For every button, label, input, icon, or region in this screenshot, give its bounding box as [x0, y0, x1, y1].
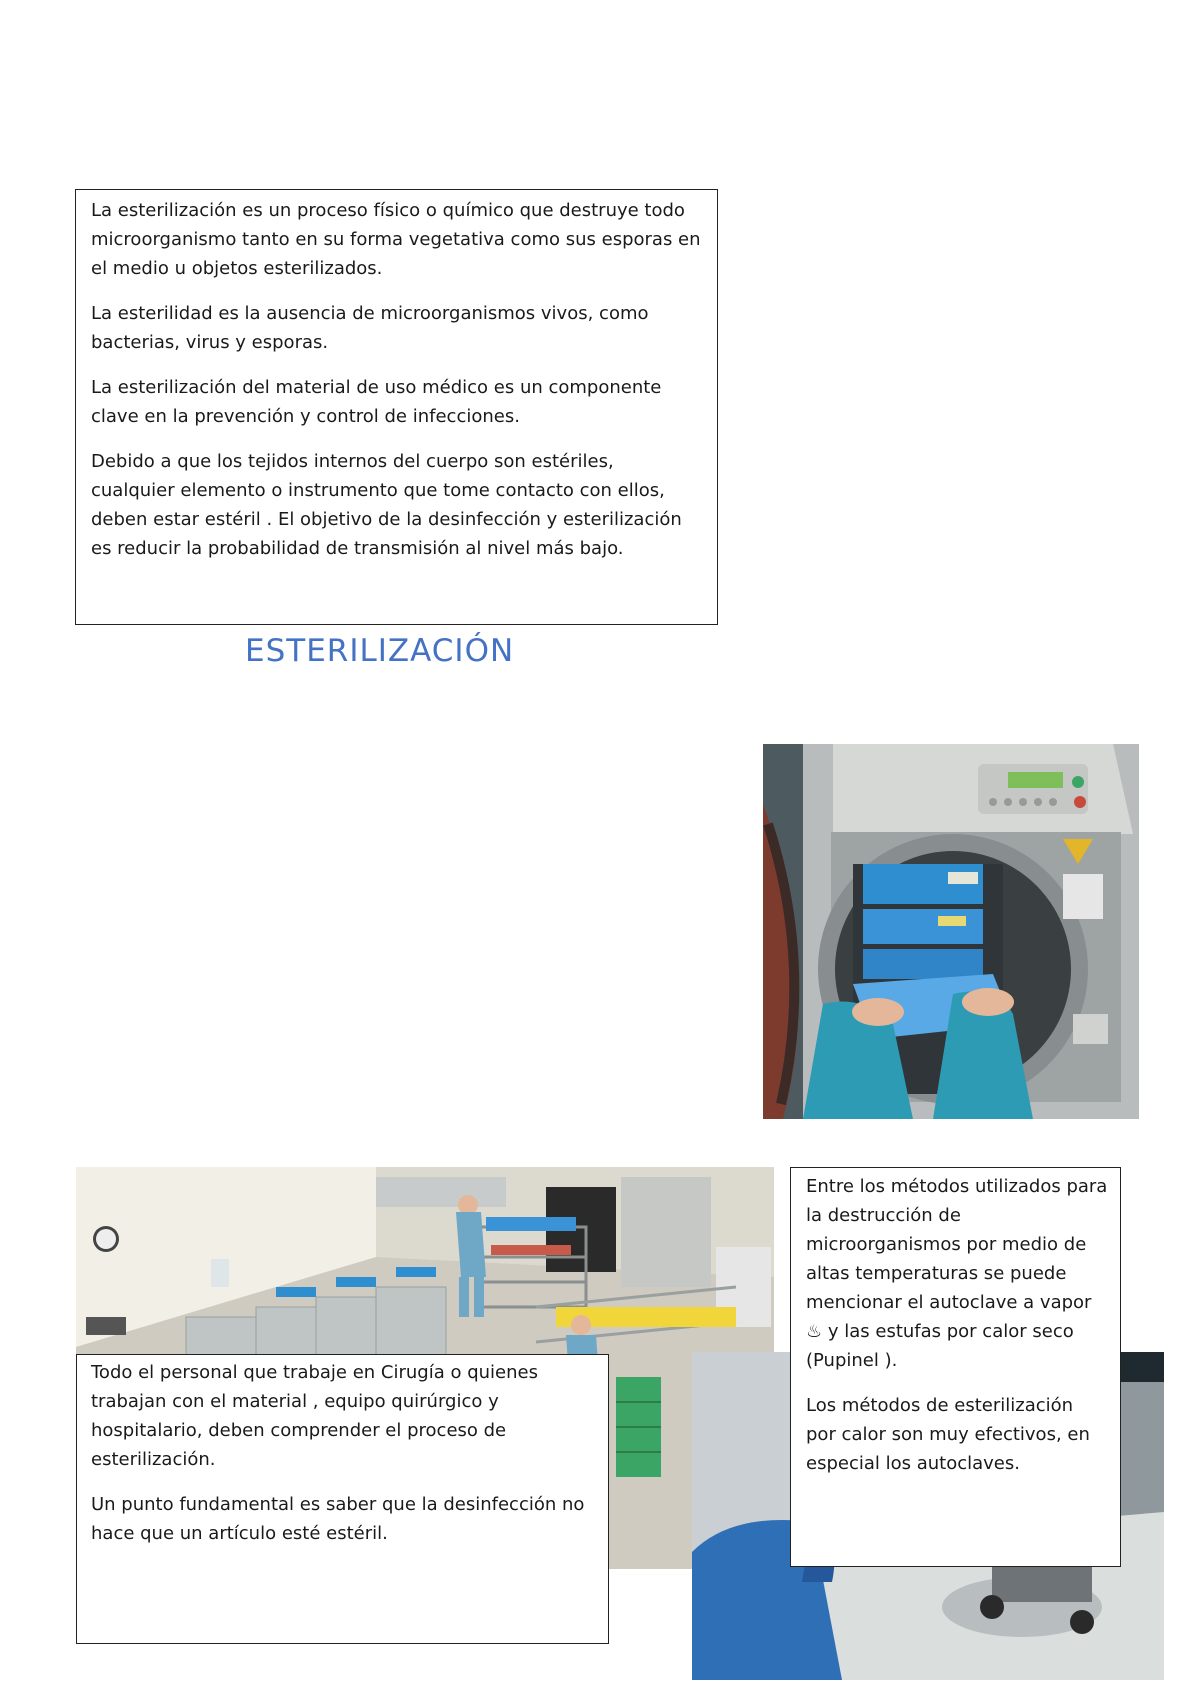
methods-paragraph: Los métodos de esterilización por calor son muy efectivos, en especial los autoclaves.: [806, 1395, 1090, 1474]
intro-paragraph: La esterilización es un proceso físico o químico que destruye todo microorganismo tanto en su forma vegetativa como sus esporas en el medio u objetos esterilizados.: [91, 200, 701, 279]
staff-paragraph: Todo el personal que trabaje en Cirugía o quienes trabajan con el material , equipo quirúrgico y hospitalario, deben comprender el proceso de esterilización.: [91, 1362, 538, 1470]
staff-paragraph: Un punto fundamental es saber que la desinfección no hace que un artículo esté estéril.: [91, 1494, 585, 1544]
methods-text-box: [790, 1167, 1121, 1567]
intro-paragraph: Debido a que los tejidos internos del cuerpo son estériles, cualquier elemento o instrumento que tome contacto con ellos, deben estar estéril . El objetivo de la desinfección y esterilización es reducir la probabilidad de transmisión al nivel más bajo.: [91, 451, 682, 559]
intro-paragraph: La esterilización del material de uso médico es un componente clave en la prevención y control de infecciones.: [91, 377, 662, 427]
staff-text-box: [76, 1354, 609, 1644]
page-title: ESTERILIZACIÓN: [245, 633, 515, 669]
intro-text-box: [75, 189, 718, 625]
intro-paragraph: La esterilidad es la ausencia de microorganismos vivos, como bacterias, virus y esporas.: [91, 303, 649, 353]
autoclave-photo: [763, 744, 1139, 1119]
methods-paragraph: Entre los métodos utilizados para la destrucción de microorganismos por medio de altas temperaturas se puede mencionar el autoclave a vapor ♨ y las estufas por calor seco (Pupinel ).: [806, 1176, 1108, 1371]
